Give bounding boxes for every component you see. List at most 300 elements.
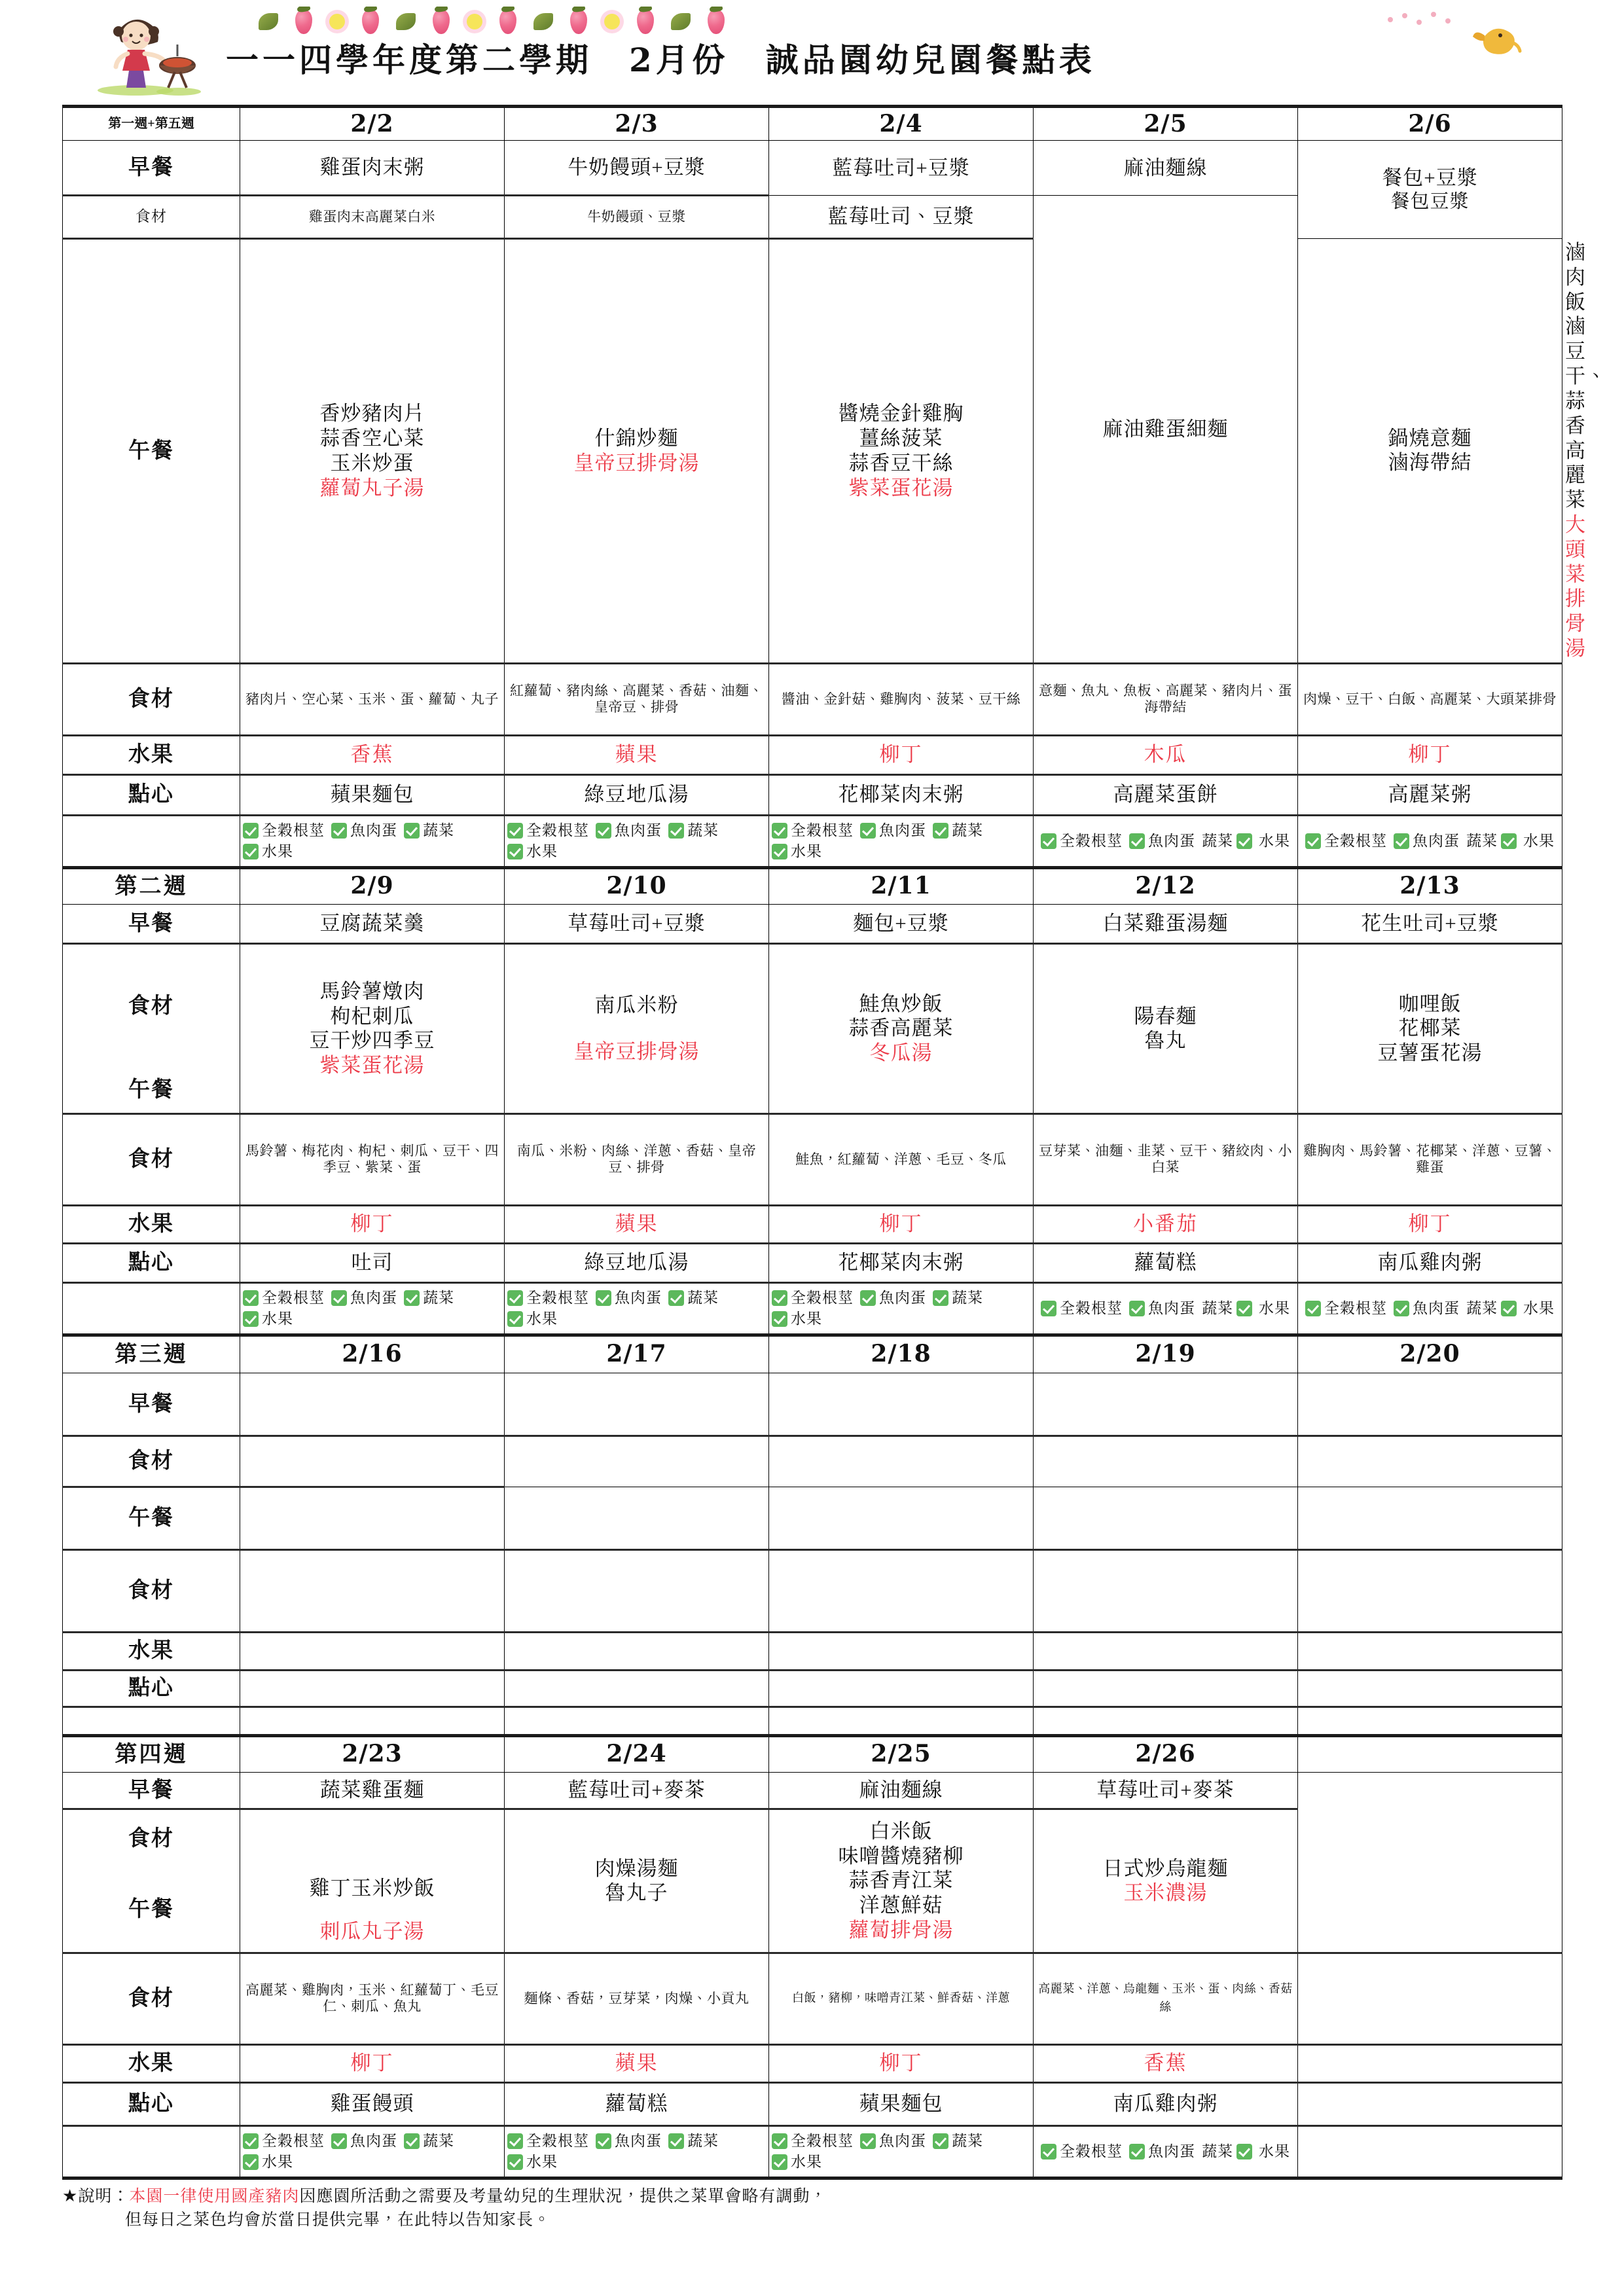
checklist-cell bbox=[505, 1707, 769, 1735]
checkbox-item[interactable]: 魚肉蛋 bbox=[331, 822, 397, 840]
checkbox-item[interactable]: 蔬菜 bbox=[1202, 832, 1252, 850]
check-icon bbox=[507, 823, 523, 839]
fruit-cell: 香蕉 bbox=[1034, 2044, 1298, 2082]
check-icon bbox=[1236, 1301, 1252, 1316]
checkbox-item[interactable]: 蔬菜 bbox=[933, 2132, 983, 2150]
lunch-cell bbox=[505, 1487, 769, 1549]
leaf-icon bbox=[533, 13, 553, 30]
check-icon bbox=[243, 823, 259, 839]
checkbox-item[interactable]: 全穀根莖 bbox=[1305, 1299, 1387, 1318]
lunch-cell bbox=[240, 1487, 505, 1549]
checklist-cell bbox=[240, 2125, 505, 2178]
check-icon bbox=[596, 823, 611, 839]
date-cell: 2/16 bbox=[240, 1335, 505, 1373]
fruit-cell: 柳丁 bbox=[240, 2044, 505, 2082]
date-cell: 2/9 bbox=[240, 867, 505, 904]
fruit-cell: 小番茄 bbox=[1034, 1205, 1298, 1243]
snack-cell: 花椰菜肉末粥 bbox=[769, 774, 1034, 815]
checkbox-item[interactable]: 蔬菜 bbox=[404, 822, 454, 840]
menu-table bbox=[62, 105, 1607, 2180]
checkbox-item[interactable]: 全穀根莖 bbox=[1041, 832, 1123, 850]
checkbox-item[interactable]: 水果 bbox=[507, 2153, 558, 2171]
date-cell: 2/23 bbox=[240, 1735, 505, 1772]
snack-cell: 蘋果麵包 bbox=[769, 2082, 1034, 2125]
flower-icon bbox=[604, 14, 620, 29]
fruit-cell bbox=[240, 1632, 505, 1670]
checkbox-item[interactable]: 水果 bbox=[1259, 1299, 1290, 1316]
checkbox-item[interactable]: 全穀根莖 bbox=[243, 2132, 325, 2150]
row-label-fruit: 水果 bbox=[63, 1205, 240, 1243]
row-label-ingredients: 食材 bbox=[63, 1113, 240, 1205]
check-icon bbox=[507, 1290, 523, 1306]
checkbox-item[interactable]: 水果 bbox=[243, 842, 293, 861]
table-row-week-header bbox=[63, 1335, 1562, 1373]
check-icon bbox=[1305, 1301, 1321, 1316]
lunch-cell: 陽春麵 魯丸 bbox=[1034, 943, 1298, 1113]
check-icon bbox=[933, 2133, 948, 2149]
date-cell: 2/2 bbox=[240, 107, 505, 141]
table-row-breakfast-ingredients bbox=[63, 1436, 1562, 1487]
leaf-icon bbox=[396, 13, 416, 30]
date-cell: 2/25 bbox=[769, 1735, 1034, 1772]
checkbox-item[interactable]: 蔬菜 bbox=[1202, 1299, 1252, 1318]
check-icon bbox=[668, 2133, 684, 2149]
breakfast-cell bbox=[1298, 1772, 1562, 1953]
checkbox-item[interactable]: 水果 bbox=[772, 2153, 822, 2171]
fruit-cell: 蘋果 bbox=[505, 2044, 769, 2082]
lunch-ingredients-cell: 豆芽菜、油麵、韭菜、豆干、豬絞肉、小白菜 bbox=[1034, 1113, 1298, 1205]
checklist-cell bbox=[505, 2125, 769, 2178]
checkbox-item[interactable]: 魚肉蛋 bbox=[331, 1289, 397, 1307]
footer-prefix: 說明： bbox=[78, 2187, 130, 2205]
snack-cell: 南瓜雞肉粥 bbox=[1298, 1243, 1562, 1282]
strawberry-icon bbox=[362, 9, 379, 34]
table-row-breakfast bbox=[63, 904, 1562, 943]
footer-line1: 因應園所活動之需要及考量幼兒的生理狀況，提供之菜單會略有調動， bbox=[299, 2187, 827, 2205]
fruit-cell bbox=[1298, 2044, 1562, 2082]
fruit-cell: 柳丁 bbox=[1298, 1205, 1562, 1243]
breakfast-ingredients-cell bbox=[769, 1436, 1034, 1487]
table-row-checklist bbox=[63, 815, 1562, 867]
checkbox-item[interactable]: 魚肉蛋 bbox=[860, 1289, 926, 1307]
row-label-fruit: 水果 bbox=[63, 1632, 240, 1670]
check-icon bbox=[933, 823, 948, 839]
checkbox-item[interactable]: 水果 bbox=[507, 842, 558, 861]
lunch-spacer-cell bbox=[240, 1809, 505, 1868]
checkbox-item[interactable]: 全穀根莖 bbox=[507, 822, 589, 840]
lunch-cell: 南瓜米粉 皇帝豆排骨湯 bbox=[505, 943, 769, 1113]
breakfast-cell: 草莓吐司+豆漿 bbox=[505, 904, 769, 943]
row-label-ingredients: 食材 bbox=[63, 1436, 240, 1487]
row-label-breakfast: 早餐 bbox=[63, 1373, 240, 1436]
check-icon bbox=[596, 1290, 611, 1306]
check-icon bbox=[772, 1311, 787, 1327]
checkbox-item[interactable]: 蔬菜 bbox=[933, 822, 983, 840]
date-cell: 2/19 bbox=[1034, 1335, 1298, 1373]
check-icon bbox=[243, 1311, 259, 1327]
check-icon bbox=[1041, 2144, 1056, 2159]
check-icon bbox=[507, 2133, 523, 2149]
checklist-spacer bbox=[63, 2125, 240, 2178]
checkbox-item[interactable]: 蔬菜 bbox=[933, 1289, 983, 1307]
checkbox-item[interactable]: 魚肉蛋 bbox=[860, 822, 926, 840]
checkbox-item[interactable]: 全穀根莖 bbox=[772, 822, 854, 840]
check-icon bbox=[860, 823, 876, 839]
checkbox-item[interactable]: 全穀根莖 bbox=[1041, 1299, 1123, 1318]
table-row-snack bbox=[63, 774, 1562, 815]
breakfast-cell: 藍莓吐司+麥茶 bbox=[505, 1772, 769, 1809]
table-row-snack bbox=[63, 2082, 1562, 2125]
check-icon bbox=[331, 1290, 347, 1306]
check-icon bbox=[1305, 833, 1321, 849]
check-icon bbox=[404, 2133, 420, 2149]
breakfast-cell: 白菜雞蛋湯麵 bbox=[1034, 904, 1298, 943]
date-cell: 2/24 bbox=[505, 1735, 769, 1772]
breakfast-cell bbox=[1034, 1373, 1298, 1436]
checkbox-item[interactable]: 水果 bbox=[1523, 832, 1555, 849]
checklist-cell bbox=[1034, 1707, 1298, 1735]
check-icon bbox=[1394, 833, 1409, 849]
lunch-ingredients-cell: 高麗菜、洋蔥、烏龍麵、玉米、蛋、肉絲、香菇絲 bbox=[1034, 1953, 1298, 2044]
flower-icon bbox=[329, 14, 345, 29]
breakfast-cell: 雞蛋肉末粥 bbox=[240, 141, 505, 196]
checkbox-item[interactable]: 蔬菜 bbox=[1466, 832, 1517, 850]
lunch-ingredients-cell: 馬鈴薯、梅花肉、枸杞、刺瓜、豆干、四季豆、紫菜、蛋 bbox=[240, 1113, 505, 1205]
checklist-cell bbox=[505, 1282, 769, 1335]
checklist-cell bbox=[240, 815, 505, 867]
check-icon bbox=[331, 823, 347, 839]
lunch-ingredients-cell: 麵條、香菇，豆芽菜，肉燥、小貢丸 bbox=[505, 1953, 769, 2044]
lunch-ingredients-cell: 肉燥、豆干、白飯、高麗菜、大頭菜排骨 bbox=[1298, 663, 1562, 735]
strawberry-icon bbox=[295, 9, 312, 34]
checklist-cell bbox=[769, 2125, 1034, 2178]
checkbox-item[interactable]: 水果 bbox=[772, 1310, 822, 1328]
table-row-fruit bbox=[63, 735, 1562, 774]
week-label: 第二週 bbox=[63, 867, 240, 904]
lunch-cell bbox=[1034, 1487, 1298, 1549]
table-row-breakfast bbox=[63, 141, 1562, 196]
week-label: 第一週+第五週 bbox=[63, 107, 240, 141]
date-cell: 2/26 bbox=[1034, 1735, 1298, 1772]
checkbox-item[interactable]: 水果 bbox=[1259, 832, 1290, 849]
row-label-lunch: 午餐 bbox=[63, 1868, 240, 1953]
breakfast-cell: 花生吐司+豆漿 bbox=[1298, 904, 1562, 943]
checkbox-item[interactable]: 水果 bbox=[772, 842, 822, 861]
snack-cell: 吐司 bbox=[240, 1243, 505, 1282]
checkbox-item[interactable]: 全穀根莖 bbox=[243, 822, 325, 840]
breakfast-cell: 麵包+豆漿 bbox=[769, 904, 1034, 943]
check-icon bbox=[1041, 833, 1056, 849]
snack-cell: 蘿蔔糕 bbox=[505, 2082, 769, 2125]
check-icon bbox=[1129, 2144, 1145, 2159]
table-row-week-header bbox=[63, 107, 1562, 141]
checkbox-item[interactable]: 蔬菜 bbox=[1202, 2142, 1252, 2161]
table-row-fruit bbox=[63, 1205, 1562, 1243]
lunch-cell: 白米飯 味噌醬燒豬柳 蒜香青江菜 洋蔥鮮菇 蘿蔔排骨湯 bbox=[769, 1809, 1034, 1953]
check-icon bbox=[668, 823, 684, 839]
table-row-fruit bbox=[63, 1632, 1562, 1670]
lunch-ingredients-cell: 豬肉片、空心菜、玉米、蛋、蘿蔔、丸子 bbox=[240, 663, 505, 735]
breakfast-cell: 豆腐蔬菜羹 bbox=[240, 904, 505, 943]
table-row-lunch: 午餐 香炒豬肉片 蒜香空心菜 玉米炒蛋 蘿蔔丸子湯 什錦炒麵 皇帝豆排骨湯 醬燒金針雞胸 薑絲菠菜 蒜香豆干絲 紫菜蛋花湯 鍋燒意麵 滷海帶結 滷肉飯 滷豆干、 蒜香高麗菜 大頭菜排骨湯 bbox=[63, 239, 1562, 664]
row-label-breakfast: 早餐 bbox=[63, 141, 240, 196]
fruit-cell bbox=[769, 1632, 1034, 1670]
fruit-cell bbox=[1298, 1632, 1562, 1670]
breakfast-ingredients-cell: 牛奶饅頭、豆漿 bbox=[505, 196, 769, 239]
checkbox-item[interactable]: 全穀根莖 bbox=[507, 1289, 589, 1307]
strawberry-icon bbox=[570, 9, 587, 34]
breakfast-cell bbox=[240, 1373, 505, 1436]
fruit-cell: 柳丁 bbox=[769, 1205, 1034, 1243]
checkbox-item[interactable]: 蔬菜 bbox=[668, 2132, 719, 2150]
row-label-ingredients: 食材 bbox=[63, 1809, 240, 1868]
checkbox-item[interactable]: 全穀根莖 bbox=[1305, 832, 1387, 850]
checkbox-item[interactable]: 魚肉蛋 bbox=[596, 2132, 662, 2150]
breakfast-cell: 草莓吐司+麥茶 bbox=[1034, 1772, 1298, 1809]
checklist-cell bbox=[769, 815, 1034, 867]
fruit-cell: 香蕉 bbox=[240, 735, 505, 774]
lunch-cell: 鮭魚炒飯 蒜香高麗菜 冬瓜湯 bbox=[769, 943, 1034, 1113]
row-label-snack: 點心 bbox=[63, 1243, 240, 1282]
row-label-breakfast: 早餐 bbox=[63, 1772, 240, 1809]
table-row-snack bbox=[63, 1243, 1562, 1282]
table-row-breakfast bbox=[63, 1772, 1562, 1809]
breakfast-ingredients-cell bbox=[505, 1436, 769, 1487]
lunch-cell: 香炒豬肉片 蒜香空心菜 玉米炒蛋 蘿蔔丸子湯 bbox=[240, 239, 505, 664]
lunch-cell: 日式炒烏龍麵 玉米濃湯 bbox=[1034, 1809, 1298, 1953]
row-label-breakfast: 早餐 bbox=[63, 904, 240, 943]
table-row-lunch bbox=[63, 943, 1562, 1068]
checkbox-item[interactable]: 魚肉蛋 bbox=[596, 1289, 662, 1307]
breakfast-cell: 牛奶饅頭+豆漿 bbox=[505, 141, 769, 196]
lunch-cell bbox=[769, 1487, 1034, 1549]
lunch-ingredients-cell: 鮭魚，紅蘿蔔、洋蔥、毛豆、冬瓜 bbox=[769, 1113, 1034, 1205]
fruit-cell: 柳丁 bbox=[769, 735, 1034, 774]
checklist-cell bbox=[769, 1282, 1034, 1335]
checkbox-item[interactable]: 蔬菜 bbox=[1466, 1299, 1517, 1318]
checkbox-item[interactable]: 全穀根莖 bbox=[1041, 2142, 1123, 2161]
week-label: 第四週 bbox=[63, 1735, 240, 1772]
row-label-lunch: 午餐 bbox=[63, 1487, 240, 1549]
table-row-lunch-ingredients bbox=[63, 1953, 1562, 2044]
check-icon bbox=[1501, 1301, 1517, 1316]
flower-icon bbox=[467, 14, 482, 29]
checkbox-item[interactable]: 蔬菜 bbox=[404, 2132, 454, 2150]
row-label-snack: 點心 bbox=[63, 2082, 240, 2125]
table-row-snack bbox=[63, 1670, 1562, 1707]
check-icon bbox=[1236, 2144, 1252, 2159]
fruit-cell: 蘋果 bbox=[505, 735, 769, 774]
table-row-lunch-ingredients bbox=[63, 663, 1562, 735]
checkbox-item[interactable]: 蔬菜 bbox=[668, 822, 719, 840]
fruit-cell bbox=[505, 1632, 769, 1670]
lunch-ingredients-cell bbox=[1298, 1953, 1562, 2044]
checklist-spacer bbox=[63, 1282, 240, 1335]
footer-note bbox=[62, 2184, 1562, 2233]
date-cell: 2/13 bbox=[1298, 867, 1562, 904]
checklist-cell bbox=[1034, 1282, 1298, 1335]
breakfast-cell: 麻油麵線 bbox=[1034, 141, 1298, 196]
table-row-fruit bbox=[63, 2044, 1562, 2082]
strawberry-icon bbox=[499, 9, 516, 34]
lunch-cell bbox=[1298, 1487, 1562, 1549]
check-icon bbox=[1129, 1301, 1145, 1316]
check-icon bbox=[507, 844, 523, 859]
breakfast-ingredients-cell bbox=[240, 1436, 505, 1487]
checkbox-item[interactable]: 全穀根莖 bbox=[772, 1289, 854, 1307]
breakfast-ingredients-cell: 藍莓吐司、豆漿 bbox=[769, 196, 1034, 239]
lunch-ingredients-cell bbox=[240, 1549, 505, 1632]
row-label-snack: 點心 bbox=[63, 774, 240, 815]
page-header bbox=[62, 0, 1562, 105]
breakfast-cell: 麻油麵線 bbox=[769, 1772, 1034, 1809]
leaf-icon bbox=[671, 13, 691, 30]
fruit-cell: 柳丁 bbox=[240, 1205, 505, 1243]
lunch-ingredients-cell bbox=[1034, 1549, 1298, 1632]
checklist-cell bbox=[1298, 2125, 1562, 2178]
lunch-ingredients-cell: 南瓜、米粉、肉絲、洋蔥、香菇、皇帝豆、排骨 bbox=[505, 1113, 769, 1205]
strawberry-icon bbox=[637, 9, 654, 34]
snack-cell bbox=[1298, 1670, 1562, 1707]
strawberry-icon bbox=[433, 9, 450, 34]
lunch-ingredients-cell bbox=[505, 1549, 769, 1632]
check-icon bbox=[772, 2154, 787, 2170]
checklist-cell bbox=[240, 1282, 505, 1335]
checklist-cell bbox=[505, 815, 769, 867]
lunch-cell: 醬燒金針雞胸 薑絲菠菜 蒜香豆干絲 紫菜蛋花湯 bbox=[769, 239, 1034, 664]
snack-cell: 花椰菜肉末粥 bbox=[769, 1243, 1034, 1282]
breakfast-cell bbox=[1298, 1373, 1562, 1436]
snack-cell: 高麗菜蛋餅 bbox=[1034, 774, 1298, 815]
check-icon bbox=[331, 2133, 347, 2149]
checklist-cell bbox=[1298, 1707, 1562, 1735]
row-label-snack: 點心 bbox=[63, 1670, 240, 1707]
checkbox-item[interactable]: 魚肉蛋 bbox=[860, 2132, 926, 2150]
date-cell: 2/18 bbox=[769, 1335, 1034, 1373]
breakfast-ingredients-cell bbox=[1298, 1436, 1562, 1487]
page-title: 一一四學年度第二學期 2月份 誠品園幼兒園餐點表 bbox=[226, 41, 1096, 79]
row-label-lunch: 午餐 bbox=[63, 1068, 240, 1113]
check-icon bbox=[507, 1311, 523, 1327]
checkbox-item[interactable]: 蔬菜 bbox=[404, 1289, 454, 1307]
snack-cell bbox=[240, 1670, 505, 1707]
fruit-cell: 蘋果 bbox=[505, 1205, 769, 1243]
table-row-lunch bbox=[63, 1487, 1562, 1549]
table-row-week-header bbox=[63, 1735, 1562, 1772]
checkbox-item[interactable]: 水果 bbox=[1523, 1299, 1555, 1316]
checkbox-item[interactable]: 全穀根莖 bbox=[243, 1289, 325, 1307]
check-icon bbox=[772, 2133, 787, 2149]
checkbox-item[interactable]: 水果 bbox=[243, 2153, 293, 2171]
breakfast-cell bbox=[769, 1373, 1034, 1436]
check-icon bbox=[1041, 1301, 1056, 1316]
checkbox-item[interactable]: 水果 bbox=[1259, 2142, 1290, 2159]
date-cell bbox=[1298, 1735, 1562, 1772]
checklist-cell bbox=[1034, 815, 1298, 867]
date-cell: 2/17 bbox=[505, 1335, 769, 1373]
strawberry-icon bbox=[708, 9, 725, 34]
row-label-ingredients: 食材 bbox=[63, 1953, 240, 2044]
checkbox-item[interactable]: 水果 bbox=[243, 1310, 293, 1328]
snack-cell: 蘋果麵包 bbox=[240, 774, 505, 815]
checkbox-item[interactable]: 全穀根莖 bbox=[507, 2132, 589, 2150]
check-icon bbox=[243, 844, 259, 859]
check-icon bbox=[933, 1290, 948, 1306]
checkbox-item[interactable]: 魚肉蛋 bbox=[1394, 832, 1460, 850]
checkbox-item[interactable]: 魚肉蛋 bbox=[596, 822, 662, 840]
check-icon bbox=[507, 2154, 523, 2170]
week-label: 第三週 bbox=[63, 1335, 240, 1373]
fruit-cell: 柳丁 bbox=[769, 2044, 1034, 2082]
fruit-cell: 柳丁 bbox=[1298, 735, 1562, 774]
lunch-cell: 雞丁玉米炒飯 刺瓜丸子湯 bbox=[240, 1868, 505, 1953]
breakfast-ingredients-cell: 雞蛋肉末高麗菜白米 bbox=[240, 196, 505, 239]
row-label-ingredients: 食材 bbox=[63, 943, 240, 1068]
strawberry-banner bbox=[259, 7, 1365, 37]
checkbox-item[interactable]: 魚肉蛋 bbox=[1394, 1299, 1460, 1318]
lunch-ingredients-cell: 雞胸肉、馬鈴薯、花椰菜、洋蔥、豆薯、雞蛋 bbox=[1298, 1113, 1562, 1205]
check-icon bbox=[772, 823, 787, 839]
lunch-ingredients-cell bbox=[769, 1549, 1034, 1632]
checklist-cell bbox=[1298, 815, 1562, 867]
check-icon bbox=[1394, 1301, 1409, 1316]
lunch-ingredients-cell: 醬油、金針菇、雞胸肉、菠菜、豆干絲 bbox=[769, 663, 1034, 735]
table-row-checklist bbox=[63, 1707, 1562, 1735]
snack-cell: 高麗菜粥 bbox=[1298, 774, 1562, 815]
table-row-week-header bbox=[63, 867, 1562, 904]
leaf-icon bbox=[259, 13, 278, 30]
row-label-lunch: 午餐 bbox=[63, 239, 240, 664]
lunch-ingredients-cell bbox=[1298, 1549, 1562, 1632]
table-row-breakfast bbox=[63, 1373, 1562, 1436]
footer-highlight: 本園一律使用國產豬肉 bbox=[129, 2187, 300, 2205]
checkbox-item[interactable]: 魚肉蛋 bbox=[1129, 832, 1195, 850]
lunch-cell: 馬鈴薯燉肉 枸杞刺瓜 豆干炒四季豆 紫菜蛋花湯 bbox=[240, 943, 505, 1113]
lunch-cell: 鍋燒意麵 滷海帶結 bbox=[1298, 239, 1562, 664]
fruit-cell: 木瓜 bbox=[1034, 735, 1298, 774]
lunch-ingredients-cell: 紅蘿蔔、豬肉絲、高麗菜、香菇、油麵、皇帝豆、排骨 bbox=[505, 663, 769, 735]
check-icon bbox=[1129, 833, 1145, 849]
lunch-cell: 咖哩飯 花椰菜 豆薯蛋花湯 bbox=[1298, 943, 1562, 1113]
table-row-checklist bbox=[63, 2125, 1562, 2178]
date-cell: 2/4 bbox=[769, 107, 1034, 141]
check-icon bbox=[404, 823, 420, 839]
checkbox-item[interactable]: 魚肉蛋 bbox=[1129, 1299, 1195, 1318]
footer-line2: 但每日之菜色均會於當日提供完畢，在此特以告知家長。 bbox=[125, 2211, 551, 2230]
checkbox-item[interactable]: 魚肉蛋 bbox=[1129, 2142, 1195, 2161]
checkbox-item[interactable]: 魚肉蛋 bbox=[331, 2132, 397, 2150]
checkbox-item[interactable]: 水果 bbox=[507, 1310, 558, 1328]
snack-cell: 南瓜雞肉粥 bbox=[1034, 2082, 1298, 2125]
date-cell: 2/20 bbox=[1298, 1335, 1562, 1373]
star-icon: ★ bbox=[62, 2186, 79, 2205]
snack-cell: 蘿蔔糕 bbox=[1034, 1243, 1298, 1282]
date-cell: 2/10 bbox=[505, 867, 769, 904]
checklist-spacer bbox=[63, 1707, 240, 1735]
check-icon bbox=[1501, 833, 1517, 849]
breakfast-cell bbox=[505, 1373, 769, 1436]
girl-grill-icon bbox=[95, 5, 206, 97]
breakfast-cell: 藍莓吐司+豆漿 bbox=[769, 141, 1034, 196]
checkbox-item[interactable]: 蔬菜 bbox=[668, 1289, 719, 1307]
lunch-cell: 肉燥湯麵 魯丸子 bbox=[505, 1809, 769, 1953]
check-icon bbox=[772, 844, 787, 859]
checklist-cell bbox=[769, 1707, 1034, 1735]
table-row-lunch-ingredients bbox=[63, 1113, 1562, 1205]
date-cell: 2/5 bbox=[1034, 107, 1298, 141]
checkbox-item[interactable]: 全穀根莖 bbox=[772, 2132, 854, 2150]
checklist-cell bbox=[1034, 2125, 1298, 2178]
